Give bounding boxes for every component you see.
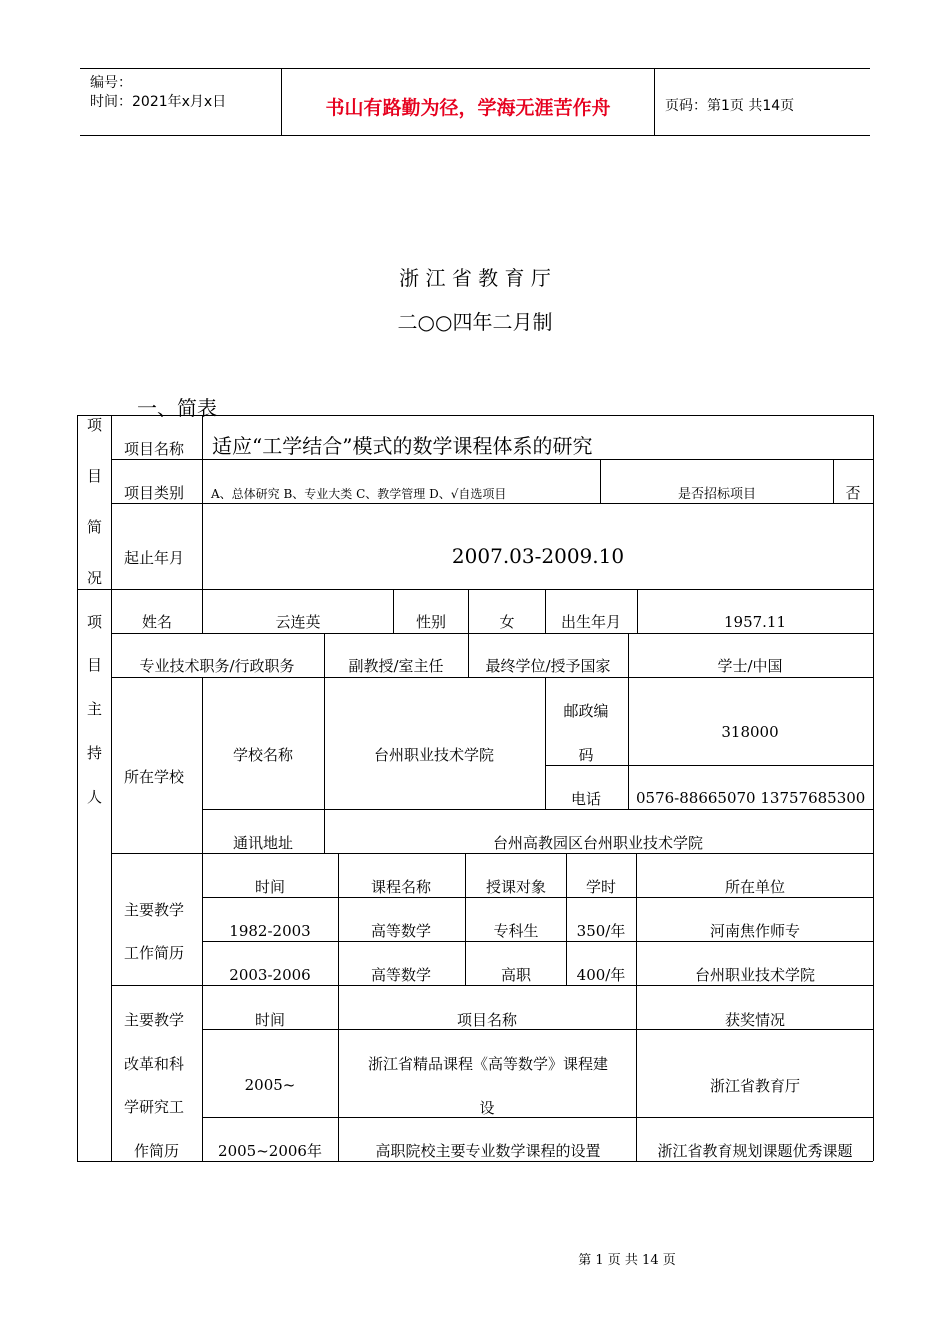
school-name-value: 台州职业技术学院 xyxy=(373,746,495,764)
project-name-label: 项目名称 xyxy=(124,440,185,458)
table-cell: 高职 xyxy=(500,966,532,984)
group1-vchar: 项 xyxy=(87,416,103,434)
teach-label: 工作简历 xyxy=(124,944,185,962)
birth-label: 出生年月 xyxy=(560,613,622,631)
table-cell: 浙江省教育规划课题优秀课题 xyxy=(657,1142,853,1160)
category-label: 项目类别 xyxy=(124,484,185,502)
table-cell: 2003-2006 xyxy=(229,966,311,984)
teach-header: 课程名称 xyxy=(370,878,432,896)
phone-label: 电话 xyxy=(570,790,602,808)
table-cell: 高等数学 xyxy=(370,922,432,940)
period-label: 起止年月 xyxy=(124,549,185,567)
title-value: 副教授/室主任 xyxy=(348,657,444,675)
school-name-label: 学校名称 xyxy=(232,746,294,764)
period-value: 2007.03-2009.10 xyxy=(451,544,625,568)
postcode-label: 邮政编 xyxy=(563,702,609,720)
table-cell: 台州职业技术学院 xyxy=(694,966,816,984)
table-cell: 2005~2006年 xyxy=(218,1142,322,1160)
postcode-value: 318000 xyxy=(721,723,779,741)
group2-vchar: 目 xyxy=(87,656,103,674)
teach-header: 学时 xyxy=(585,878,617,896)
teach-label: 主要教学 xyxy=(124,901,185,919)
degree-label: 最终学位/授予国家 xyxy=(485,657,611,675)
teach-header: 授课对象 xyxy=(485,878,547,896)
bid-value: 否 xyxy=(845,484,861,502)
teach-header: 时间 xyxy=(254,878,286,896)
page-info: 页码：第1页 共14页 xyxy=(665,98,795,114)
table-cell: 河南焦作师专 xyxy=(709,922,801,940)
footer-page: 第 1 页 共 14 页 xyxy=(578,1253,676,1268)
group1-vchar: 况 xyxy=(87,569,103,587)
name-label: 姓名 xyxy=(141,613,173,631)
research-label: 学研究工 xyxy=(124,1098,185,1116)
table-cell: 高等数学 xyxy=(370,966,432,984)
address-value: 台州高教园区台州职业技术学院 xyxy=(492,834,704,852)
time-label: 时间：2021年x月x日 xyxy=(90,94,227,110)
org-title: 浙 江 省 教 育 厅 xyxy=(399,266,551,290)
research-header: 获奖情况 xyxy=(724,1011,786,1029)
gender-value: 女 xyxy=(499,613,515,631)
table-cell: 350/年 xyxy=(576,922,626,940)
research-header: 项目名称 xyxy=(456,1011,518,1029)
postcode-label-2: 码 xyxy=(578,746,594,764)
table-cell: 高职院校主要专业数学课程的设置 xyxy=(375,1142,601,1160)
school-block-label: 所在学校 xyxy=(124,768,185,786)
gender-label: 性别 xyxy=(415,613,447,631)
phone-value: 0576-88665070 13757685300 xyxy=(636,789,866,807)
number-label: 编号： xyxy=(90,75,132,91)
research-label: 改革和科 xyxy=(124,1055,185,1073)
date-title: 二○○四年二月制 xyxy=(397,310,553,334)
table-cell: 1982-2003 xyxy=(229,922,311,940)
table-cell: 浙江省教育厅 xyxy=(709,1077,801,1095)
category-value: A、总体研究 B、专业大类 C、教学管理 D、√自选项目 xyxy=(211,487,507,501)
table-cell: 2005~ xyxy=(244,1076,296,1094)
motto: 书山有路勤为径，学海无涯苦作舟 xyxy=(325,97,611,119)
group2-vchar: 项 xyxy=(87,613,103,631)
research-label: 作简历 xyxy=(134,1142,180,1160)
research-label: 主要教学 xyxy=(124,1011,185,1029)
group2-vchar: 持 xyxy=(87,744,103,762)
group1-vchar: 目 xyxy=(87,467,103,485)
table-cell: 400/年 xyxy=(576,966,626,984)
table-cell: 专科生 xyxy=(493,922,539,940)
degree-value: 学士/中国 xyxy=(717,657,783,675)
address-label: 通讯地址 xyxy=(232,834,294,852)
birth-value: 1957.11 xyxy=(723,613,787,631)
research-header: 时间 xyxy=(254,1011,286,1029)
bid-label: 是否招标项目 xyxy=(677,487,757,502)
table-cell: 浙江省精品课程《高等数学》课程建 xyxy=(367,1055,609,1073)
group2-vchar: 主 xyxy=(87,700,103,718)
table-cell: 设 xyxy=(479,1099,495,1117)
title-label: 专业技术职务/行政职务 xyxy=(139,657,295,675)
teach-header: 所在单位 xyxy=(724,878,786,896)
group1-vchar: 简 xyxy=(87,518,103,536)
name-value: 云连英 xyxy=(275,613,321,631)
section-heading: 一、简表 xyxy=(137,396,217,420)
project-name-value: 适应“工学结合”模式的数学课程体系的研究 xyxy=(212,434,593,458)
group2-vchar: 人 xyxy=(87,788,103,806)
